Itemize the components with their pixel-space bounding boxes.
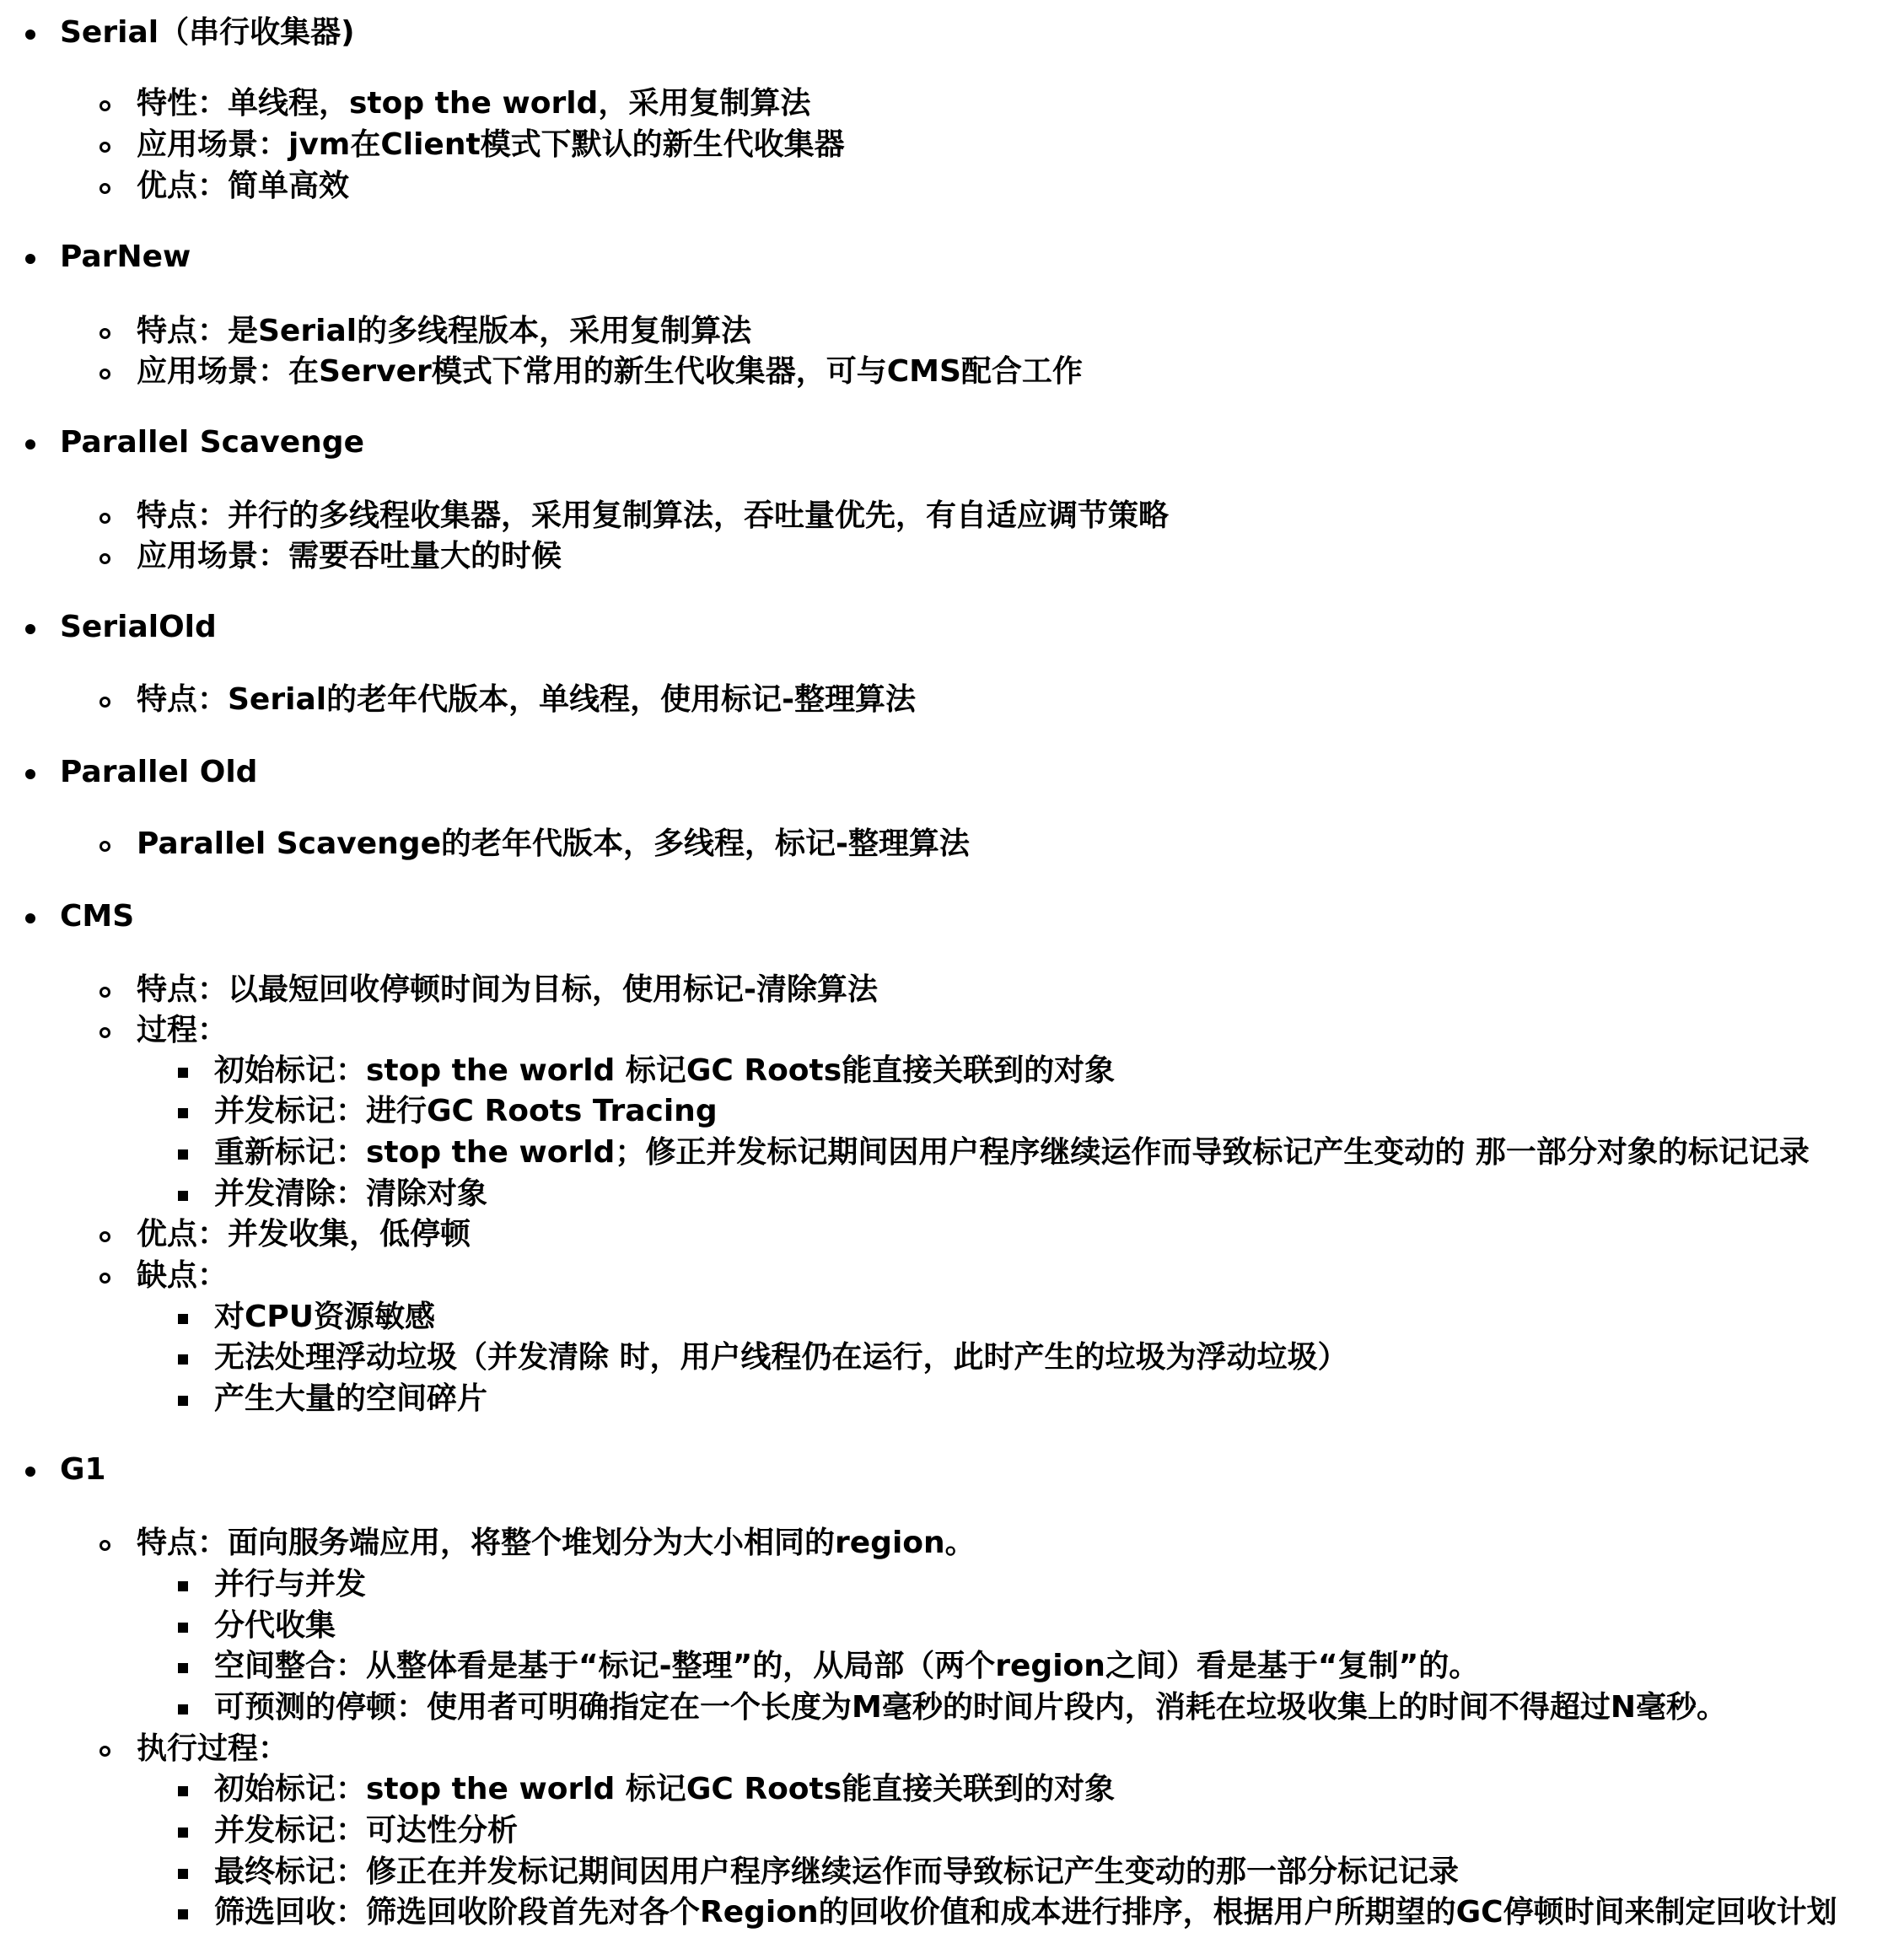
sub-list-item: 初始标记：stop the world 标记GC Roots能直接关联到的对象 [214, 1772, 1116, 1806]
list-item-bullet [100, 1273, 110, 1284]
sub-list-item: 重新标记：stop the world；修正并发标记期间因用户程序继续运作而导致标记产生变动的 那一部分对象的标记记录 [214, 1135, 1810, 1170]
list-item: 应用场景：jvm在Client模式下默认的新生代收集器 [137, 127, 845, 162]
sub-list-item: 分代收集 [214, 1608, 336, 1643]
list-item: 优点：简单高效 [137, 169, 350, 203]
list-item: 应用场景：在Server模式下常用的新生代收集器，可与CMS配合工作 [137, 354, 1083, 389]
sub-list-item: 并发标记：进行GC Roots Tracing [214, 1094, 718, 1128]
section-title-bullet [25, 769, 35, 779]
sub-list-item: 产生大量的空间碎片 [214, 1381, 488, 1416]
list-item: 特点：Serial的老年代版本，单线程，使用标记-整理算法 [137, 682, 917, 717]
list-item-bullet [100, 987, 110, 998]
list-item: 特性：单线程，stop the world，采用复制算法 [137, 86, 811, 121]
list-item: 特点：是Serial的多线程版本，采用复制算法 [137, 314, 752, 348]
section-title: Parallel Scavenge [60, 425, 364, 460]
section-title: G1 [60, 1452, 106, 1487]
list-item-bullet [100, 183, 110, 194]
sub-list-item: 筛选回收：筛选回收阶段首先对各个Region的回收价值和成本进行排序，根据用户所期望的GC停顿时间来制定回收计划 [214, 1895, 1837, 1930]
sub-list-item: 空间整合：从整体看是基于“标记-整理”的，从局部（两个region之间）看是基于“复制”的。 [214, 1649, 1480, 1683]
sub-list-item-bullet [178, 1786, 188, 1796]
sub-list-item-bullet [178, 1869, 188, 1879]
list-item: 特点：面向服务端应用，将整个堆划分为大小相同的region。 [137, 1526, 976, 1560]
sub-list-item-bullet [178, 1704, 188, 1714]
section-title: Parallel Old [60, 755, 258, 789]
section-title: CMS [60, 899, 135, 934]
sub-list-item-bullet [178, 1828, 188, 1838]
list-item-bullet [100, 142, 110, 153]
list-item-bullet [100, 369, 110, 379]
list-item: 缺点： [137, 1258, 229, 1293]
list-item-bullet [100, 100, 110, 111]
list-item: 执行过程： [137, 1731, 289, 1766]
sub-list-item-bullet [178, 1149, 188, 1160]
list-item: 特点：并行的多线程收集器，采用复制算法，吞吐量优先，有自适应调节策略 [137, 498, 1170, 533]
section-title-bullet [25, 913, 35, 923]
section-title-bullet [25, 1467, 35, 1477]
list-item-bullet [100, 841, 110, 852]
section-title: ParNew [60, 240, 191, 274]
list-item: 优点：并发收集，低停顿 [137, 1217, 471, 1252]
list-item: 特点：以最短回收停顿时间为目标，使用标记-清除算法 [137, 972, 878, 1007]
section-title: SerialOld [60, 610, 217, 644]
list-item-bullet [100, 553, 110, 564]
sub-list-item-bullet [178, 1068, 188, 1078]
sub-list-item: 并行与并发 [214, 1567, 367, 1601]
sub-list-item-bullet [178, 1396, 188, 1406]
section-title-bullet [25, 254, 35, 264]
list-item-bullet [100, 1540, 110, 1551]
list-item-bullet [100, 328, 110, 339]
list-item: 过程： [137, 1013, 229, 1047]
sub-list-item: 可预测的停顿：使用者可明确指定在一个长度为M毫秒的时间片段内，消耗在垃圾收集上的时间不得超过N毫秒。 [214, 1690, 1727, 1725]
sub-list-item: 并发清除：清除对象 [214, 1176, 488, 1211]
section-title-bullet [25, 439, 35, 449]
sub-list-item-bullet [178, 1909, 188, 1919]
sub-list-item: 并发标记：可达性分析 [214, 1813, 519, 1848]
sub-list-item: 无法处理浮动垃圾（并发清除 时，用户线程仍在运行，此时产生的垃圾为浮动垃圾） [214, 1340, 1348, 1375]
sub-list-item-bullet [178, 1663, 188, 1673]
sub-list-item: 初始标记：stop the world 标记GC Roots能直接关联到的对象 [214, 1053, 1116, 1088]
sub-list-item-bullet [178, 1581, 188, 1591]
sub-list-item-bullet [178, 1623, 188, 1633]
sub-list-item-bullet [178, 1354, 188, 1365]
section-title: Serial（串行收集器) [60, 15, 355, 50]
list-item-bullet [100, 1231, 110, 1242]
sub-list-item-bullet [178, 1191, 188, 1201]
list-item-bullet [100, 513, 110, 524]
sub-list-item-bullet [178, 1108, 188, 1118]
section-title-bullet [25, 30, 35, 40]
sub-list-item-bullet [178, 1314, 188, 1324]
list-item-bullet [100, 697, 110, 708]
section-title-bullet [25, 624, 35, 634]
list-item-bullet [100, 1746, 110, 1757]
sub-list-item: 对CPU资源敏感 [214, 1300, 436, 1334]
list-item: 应用场景：需要吞吐量大的时候 [137, 539, 562, 573]
list-item: Parallel Scavenge的老年代版本，多线程，标记-整理算法 [137, 826, 970, 861]
sub-list-item: 最终标记：修正在并发标记期间因用户程序继续运作而导致标记产生变动的那一部分标记记录 [214, 1854, 1460, 1889]
list-item-bullet [100, 1027, 110, 1038]
